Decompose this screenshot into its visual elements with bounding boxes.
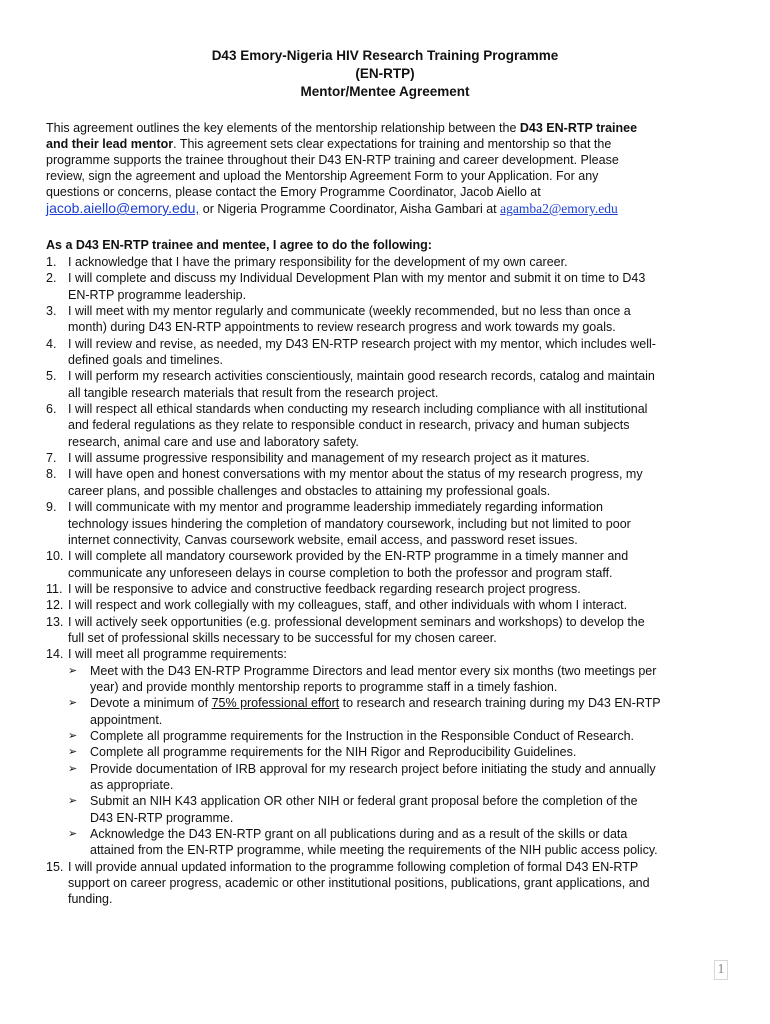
agreement-heading: As a D43 EN-RTP trainee and mentee, I agree to do the following: <box>46 238 432 252</box>
item-text: I will respect and work collegially with my colleagues, staff, and other individuals with whom I interact. <box>68 598 628 613</box>
title-line-2: (EN-RTP) <box>355 66 415 81</box>
item-number: 9. <box>46 500 57 515</box>
list-item <box>46 368 736 401</box>
item-text: research, animal care and use and laboratory safety. <box>68 434 359 449</box>
item-text: I will provide annual updated information to the programme following completion of formal D43 EN-RTP <box>68 859 639 874</box>
page-number: 1 <box>714 960 728 980</box>
item-number: 3. <box>46 304 57 319</box>
item-text: full set of professional skills necessary to be successful for my chosen career. <box>68 630 497 645</box>
arrow-bullet-icon: ➢ <box>68 795 78 808</box>
requirement-text: Provide documentation of IRB approval for my research project before initiating the study and annually <box>90 761 656 776</box>
arrow-bullet-icon: ➢ <box>68 729 78 742</box>
intro-text: or Nigeria Programme Coordinator, Aisha Gambari at <box>199 202 501 216</box>
requirement-item <box>46 744 736 760</box>
item-text: and federal regulations as they relate to responsible conduct in research, privacy and human subjects <box>68 418 630 433</box>
list-item <box>46 270 736 303</box>
item-text: I will assume progressive responsibility and management of my research project as it matures. <box>68 451 590 466</box>
requirement-text: as appropriate. <box>90 778 174 792</box>
requirement-item <box>46 761 736 794</box>
item-number: 14. <box>46 647 64 662</box>
list-item <box>46 548 736 581</box>
item-text: I will respect all ethical standards when conducting my research including compliance with all institutional <box>68 402 648 417</box>
requirement-item <box>46 826 736 859</box>
item-number: 13. <box>46 614 64 629</box>
item-text: internet connectivity, Canvas coursework website, email access, and password reset issues. <box>68 532 578 547</box>
requirement-text: year) and provide monthly mentorship reports to programme staff in a timely fashion. <box>90 679 558 694</box>
item-text: I will have open and honest conversations with my mentor about the status of my research progress, my <box>68 467 643 482</box>
title-line-1: D43 Emory-Nigeria HIV Research Training Programme <box>211 48 559 63</box>
list-item <box>46 614 736 647</box>
requirement-text: D43 EN-RTP programme. <box>90 810 234 825</box>
item-text: I will perform my research activities conscientiously, maintain good research records, catalog and maintain <box>68 369 655 384</box>
agreement-list <box>46 254 736 908</box>
item-text: I will complete and discuss my Individual Development Plan with my mentor and submit it on time to D43 <box>68 271 646 286</box>
item-text: technology issues hindering the completion of mandatory coursework, including but not limited to poor <box>68 516 631 531</box>
list-item <box>46 303 736 336</box>
item-number: 7. <box>46 451 57 466</box>
title-line-3: Mentor/Mentee Agreement <box>300 84 470 99</box>
requirement-item <box>46 695 736 728</box>
item-text: I will communicate with my mentor and programme leadership immediately regarding information <box>68 500 603 515</box>
arrow-bullet-icon: ➢ <box>68 664 78 677</box>
intro-text: questions or concerns, please contact the Emory Programme Coordinator, Jacob Aiello at <box>46 185 541 199</box>
arrow-bullet-icon: ➢ <box>68 828 78 841</box>
requirement-text: Complete all programme requirements for the Instruction in the Responsible Conduct of Research. <box>90 728 635 743</box>
intro-bold-text: D43 EN-RTP trainee <box>519 121 638 135</box>
requirement-text: Meet with the D43 EN-RTP Programme Directors and lead mentor every six months (two meetings per <box>90 663 657 678</box>
list-item <box>46 597 736 613</box>
nigeria-coordinator-email-link[interactable]: agamba2@emory.edu <box>500 201 618 216</box>
requirement-item <box>46 663 736 696</box>
requirement-text: Complete all programme requirements for the NIH Rigor and Reproducibility Guidelines. <box>90 745 577 760</box>
item-text: month) during D43 EN-RTP appointments to review research progress and work towards my goals. <box>68 320 616 335</box>
list-item <box>46 646 736 662</box>
item-text: funding. <box>68 892 113 907</box>
intro-bold-text: and their lead mentor <box>46 137 174 151</box>
emory-coordinator-email-link[interactable]: jacob.aiello@emory.edu, <box>46 200 200 216</box>
intro-text: . This agreement sets clear expectations for training and mentorship so that the <box>173 137 612 151</box>
item-text: I will meet with my mentor regularly and communicate (weekly recommended, but no less than once a <box>68 304 631 319</box>
item-number: 2. <box>46 271 57 286</box>
list-item <box>46 581 736 597</box>
list-item <box>46 450 736 466</box>
item-text: I will actively seek opportunities (e.g. professional development seminars and workshops) to develop the <box>68 614 645 629</box>
item-number: 15. <box>46 859 64 874</box>
item-text: communicate any unforeseen delays in course completion to both the professor and program staff. <box>68 565 613 580</box>
list-item <box>46 859 736 908</box>
item-text: EN-RTP programme leadership. <box>68 287 247 302</box>
item-number: 8. <box>46 467 57 482</box>
item-text: I will meet all programme requirements: <box>68 647 287 662</box>
list-item <box>46 466 736 499</box>
item-number: 4. <box>46 336 57 351</box>
intro-text: This agreement outlines the key elements of the mentorship relationship between the <box>46 121 520 135</box>
item-text: defined goals and timelines. <box>68 353 223 368</box>
item-number: 10. <box>46 549 64 564</box>
intro-text: programme supports the trainee throughout their D43 EN-RTP training and career development. Please <box>46 153 619 167</box>
item-number: 1. <box>46 255 57 269</box>
requirement-text: appointment. <box>90 712 163 727</box>
arrow-bullet-icon: ➢ <box>68 762 78 775</box>
item-text: I acknowledge that I have the primary responsibility for the development of my own career. <box>68 255 568 269</box>
requirement-text: to research and research training during my D43 EN-RTP <box>339 696 661 711</box>
requirement-item <box>46 793 736 826</box>
document-title <box>0 47 770 101</box>
intro-text: review, sign the agreement and upload the Mentorship Agreement Form to your Application. For any <box>46 169 599 183</box>
item-number: 11. <box>46 581 63 596</box>
arrow-bullet-icon: ➢ <box>68 697 78 710</box>
list-item <box>46 401 736 450</box>
list-item <box>46 254 736 270</box>
intro-paragraph <box>46 120 736 217</box>
item-number: 6. <box>46 402 57 417</box>
list-item <box>46 336 736 369</box>
requirement-text: attained from the EN-RTP programme, while meeting the requirements of the NIH public access policy. <box>90 843 658 858</box>
requirement-text: Devote a minimum of <box>90 696 212 711</box>
arrow-bullet-icon: ➢ <box>68 746 78 759</box>
item-text: I will review and revise, as needed, my D43 EN-RTP research project with my mentor, which includes well- <box>68 336 656 351</box>
item-number: 12. <box>46 598 64 613</box>
item-text: all tangible research materials that result from the research project. <box>68 385 439 400</box>
requirement-text: Submit an NIH K43 application OR other NIH or federal grant proposal before the completion of the <box>90 794 638 809</box>
item-text: support on career progress, academic or other institutional positions, publications, grant applications, and <box>68 876 650 891</box>
requirement-item <box>46 728 736 744</box>
list-item <box>46 499 736 548</box>
item-text: I will be responsive to advice and constructive feedback regarding research project progress. <box>68 581 581 596</box>
item-text: I will complete all mandatory coursework provided by the EN-RTP programme in a timely manner and <box>68 549 629 564</box>
underlined-text: 75% professional effort <box>211 696 340 711</box>
item-text: career plans, and possible challenges and obstacles to attaining my professional goals. <box>68 483 551 498</box>
requirement-text: Acknowledge the D43 EN-RTP grant on all publications during and as a result of the skills or data <box>90 827 628 842</box>
item-number: 5. <box>46 369 57 384</box>
